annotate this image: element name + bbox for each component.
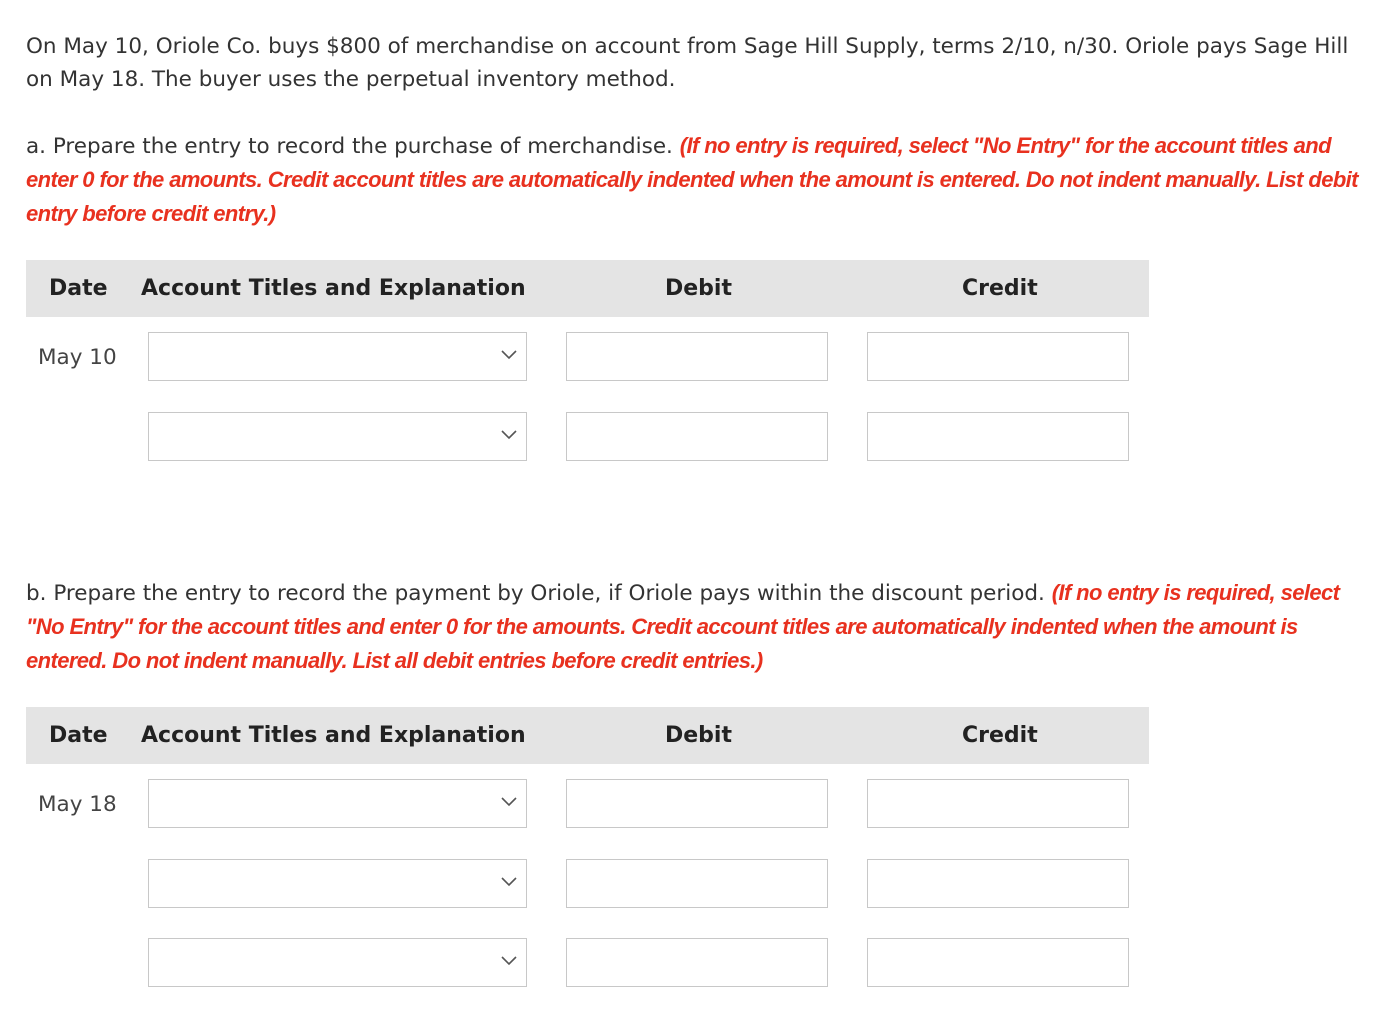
- part-a-row-1-credit-input[interactable]: [867, 332, 1129, 381]
- column-header-credit: Credit: [962, 276, 1038, 301]
- part-b-row-3-credit-input[interactable]: [867, 938, 1129, 987]
- part-a-question: [26, 129, 1372, 231]
- problem-statement: On May 10, Oriole Co. buys $800 of merchandise on account from Sage Hill Supply, terms 2/10, n/30. Oriole pays Sage Hill on May 18. The buyer uses the perpetual inventory method.: [26, 34, 1349, 92]
- part-a-entry-date: May 10: [38, 345, 117, 370]
- chevron-down-icon: [501, 430, 517, 440]
- part-a-row-2-account-select[interactable]: [148, 412, 527, 461]
- part-b-entry-date: May 18: [38, 792, 117, 817]
- part-a-instruction: (If no entry is required, select "No Entry" for the account titles and enter 0 for the amounts. Credit account titles are automatically indented when the amount is entered. Do not indent manually. List debit entry before credit entry.): [26, 133, 1358, 226]
- part-b-prompt: b. Prepare the entry to record the payment by Oriole, if Oriole pays within the discount period.: [26, 581, 1045, 606]
- column-header-account-titles: Account Titles and Explanation: [141, 276, 526, 301]
- chevron-down-icon: [501, 797, 517, 807]
- part-b-row-2-account-select[interactable]: [148, 859, 527, 908]
- part-a-table-header: [26, 260, 1149, 317]
- chevron-down-icon: [501, 877, 517, 887]
- part-b-row-2-debit-input[interactable]: [566, 859, 828, 908]
- part-b-table-header: [26, 707, 1149, 764]
- chevron-down-icon: [501, 956, 517, 966]
- part-b-row-3-account-select[interactable]: [148, 938, 527, 987]
- column-header-date: Date: [49, 276, 108, 301]
- part-b-row-1-credit-input[interactable]: [867, 779, 1129, 828]
- part-a-row-1-account-select[interactable]: [148, 332, 527, 381]
- part-a-row-1-debit-input[interactable]: [566, 332, 828, 381]
- part-b-instruction: (If no entry is required, select "No Entry" for the account titles and enter 0 for the amounts. Credit account titles are automatically indented when the amount is entered. Do not indent manually. List all debit entries before credit entries.): [26, 580, 1340, 673]
- part-a-row-2-credit-input[interactable]: [867, 412, 1129, 461]
- part-b-row-2-credit-input[interactable]: [867, 859, 1129, 908]
- column-header-debit: Debit: [665, 276, 732, 301]
- part-b-question: [26, 576, 1372, 678]
- part-a-prompt: a. Prepare the entry to record the purchase of merchandise.: [26, 134, 673, 159]
- chevron-down-icon: [501, 350, 517, 360]
- part-b-row-3-debit-input[interactable]: [566, 938, 828, 987]
- part-b-row-1-account-select[interactable]: [148, 779, 527, 828]
- column-header-date: Date: [49, 723, 108, 748]
- part-b-row-1-debit-input[interactable]: [566, 779, 828, 828]
- column-header-debit: Debit: [665, 723, 732, 748]
- part-a-row-2-debit-input[interactable]: [566, 412, 828, 461]
- column-header-credit: Credit: [962, 723, 1038, 748]
- column-header-account-titles: Account Titles and Explanation: [141, 723, 526, 748]
